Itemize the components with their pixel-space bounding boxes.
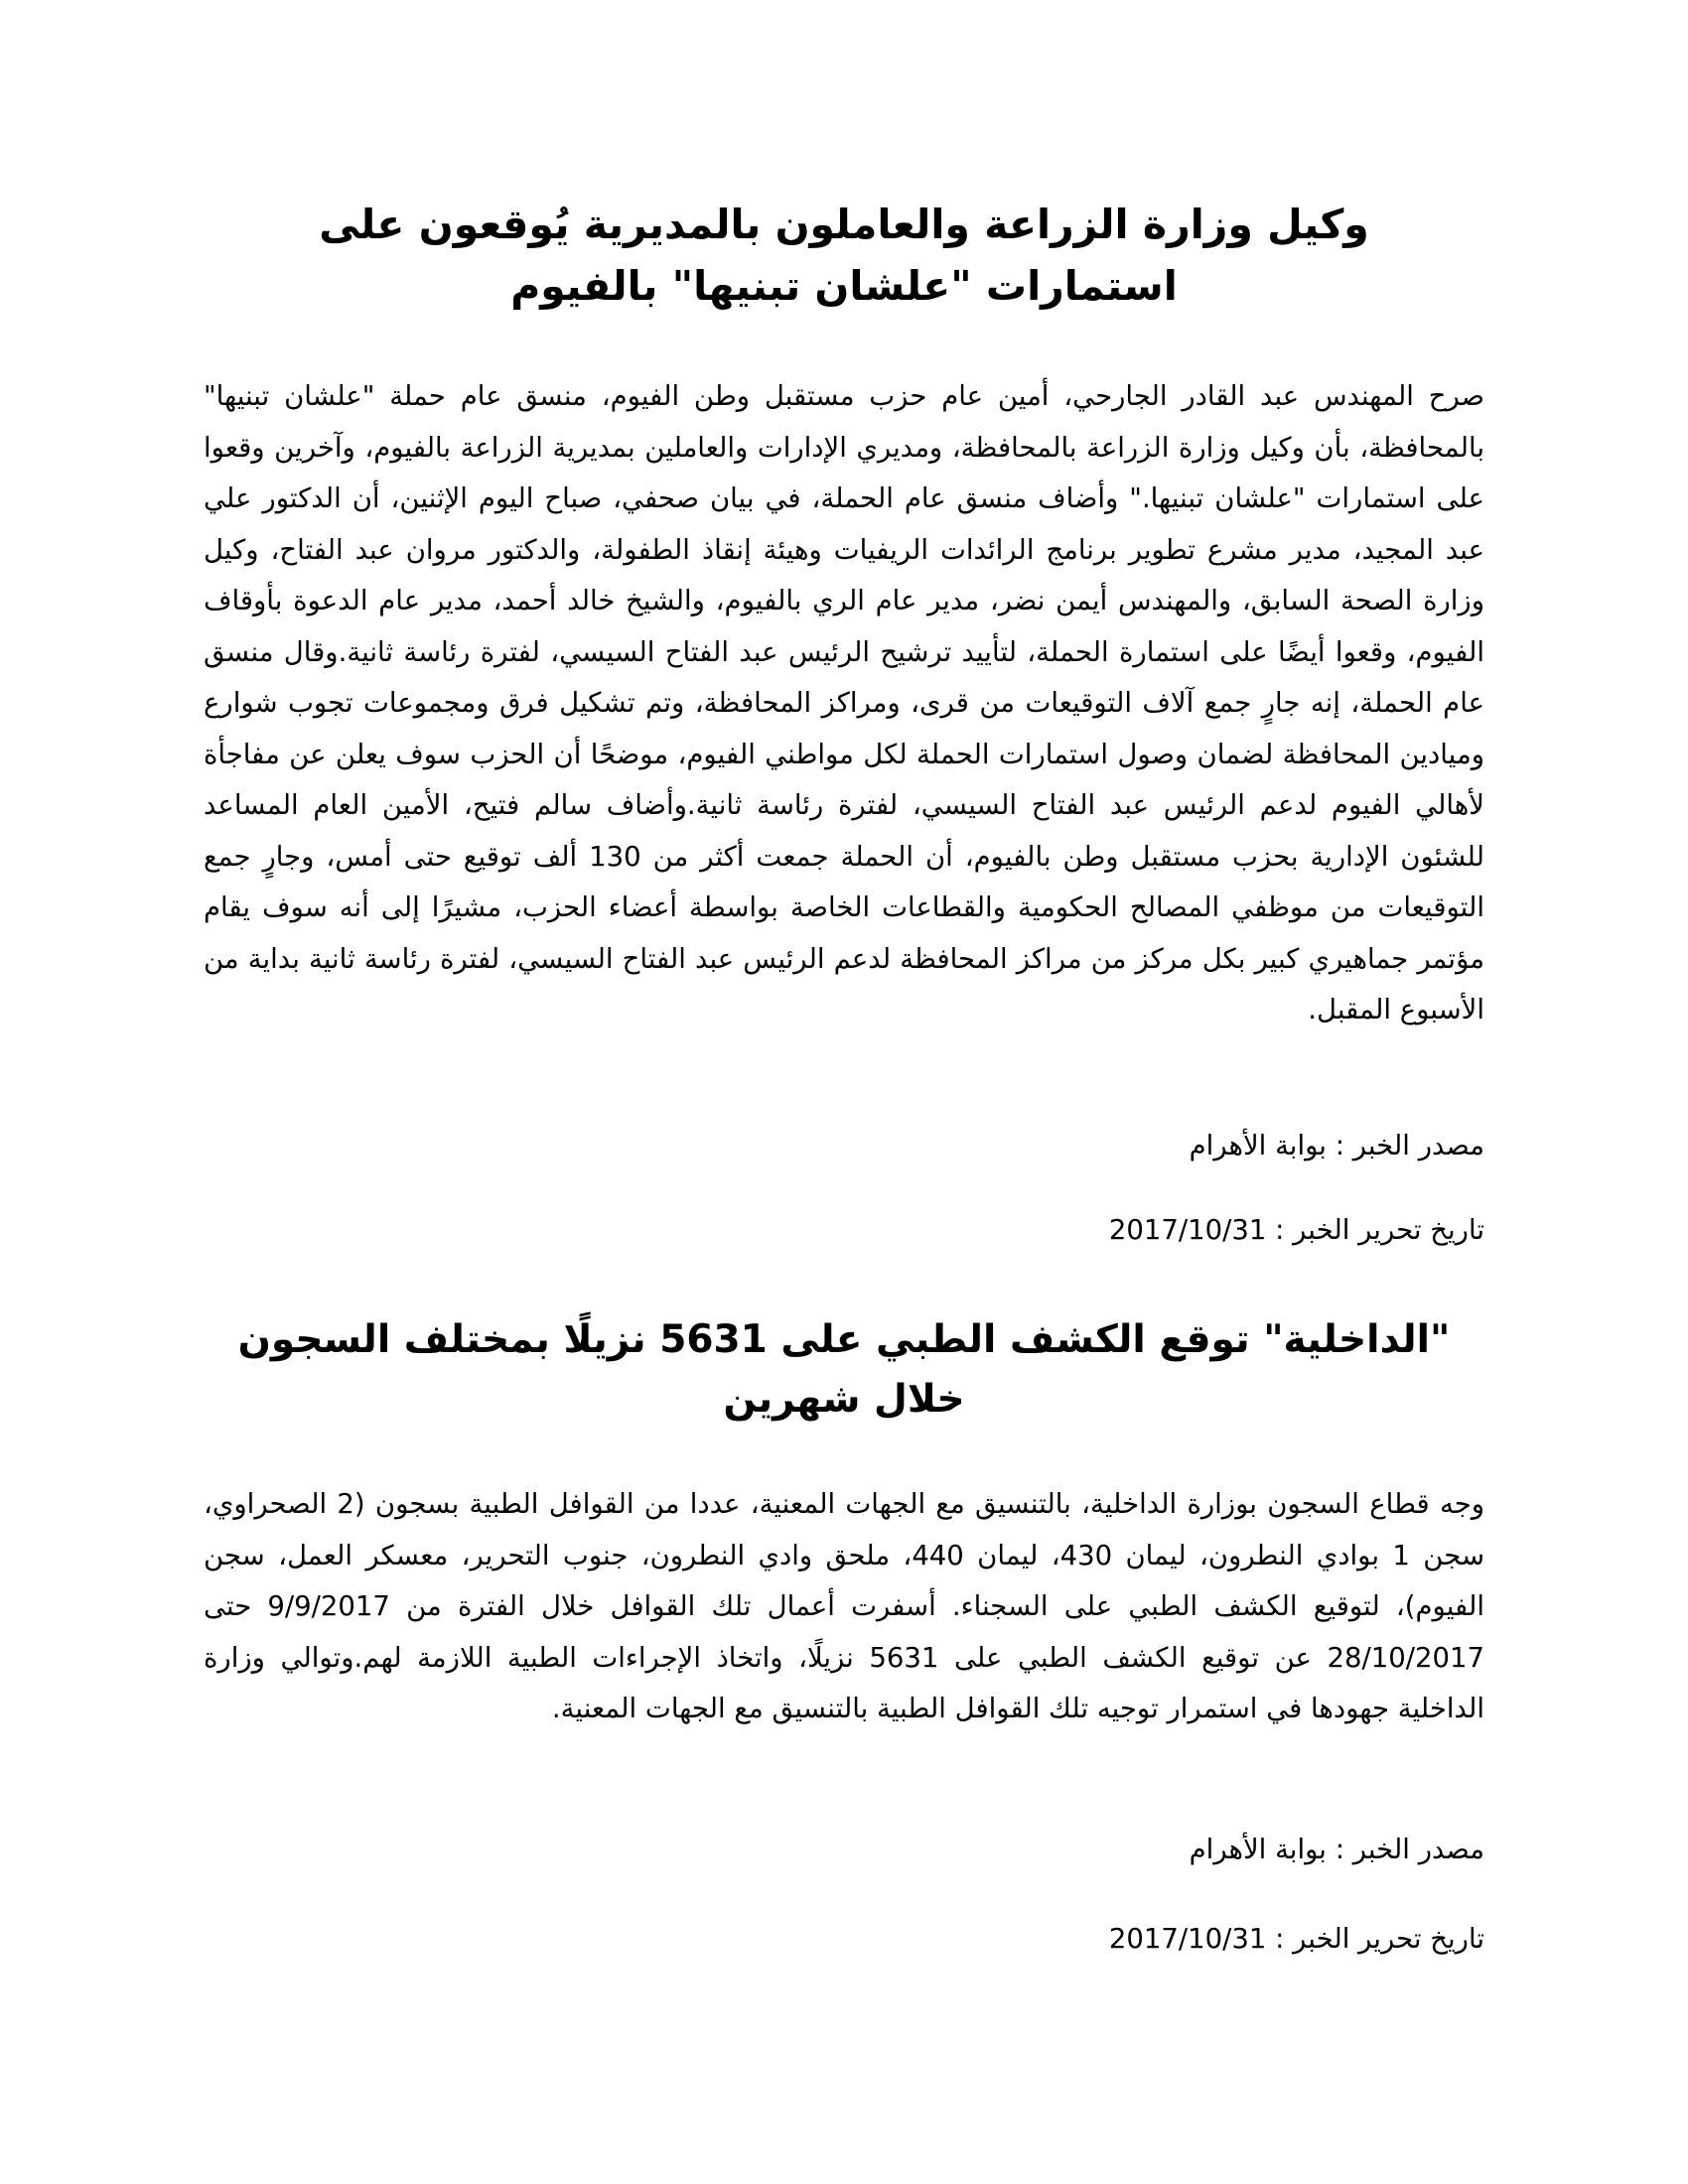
news-source-line: مصدر الخبر : بوابة الأهرام xyxy=(1189,1129,1484,1161)
article-body: صرح المهندس عبد القادر الجارحي، أمين عام حزب مستقبل وطن الفيوم، منسق عام حملة "علشان تبنيها" بالمحافظة، بأن وكيل وزارة الزراعة بالمحافظة، ومديري الإدارات والعاملين بمديرية الزراعة بالفيوم، وآخرين وقعوا على استمارات "علشان تبنيها." وأضاف منسق عام الحملة، في بيان صحفي، صباح اليوم الإثنين، أن الدكتور علي عبد المجيد، مدير مشرع تطوير برنامج الرائدات الريفيات وهيئة إنقاذ الطفولة، والدكتور مروان عبد الفتاح، وكيل وزارة الصحة السابق، والمهندس أيمن نضر، مدير عام الري بالفيوم، والشيخ خالد أحمد، مدير عام الدعوة بأوقاف الفيوم، وقعوا أيضًا على استمارة الحملة، لتأييد ترشيح الرئيس عبد الفتاح السيسي، لفترة رئاسة ثانية.وقال منسق عام الحملة، إنه جارٍ جمع آلاف التوقيعات من قرى، ومراكز المحافظة، وتم تشكيل فرق ومجموعات تجوب شوارع وميادين المحافظة لضمان وصول استمارات الحملة لكل مواطني الفيوم، موضحًا أن الحزب سوف يعلن عن مفاجأة لأهالي الفيوم لدعم الرئيس عبد الفتاح السيسي، لفترة رئاسة ثانية.وأضاف سالم فتيح، الأمين العام المساعد للشئون الإدارية بحزب مستقبل وطن بالفيوم، أن الحملة جمعت أكثر من 130 ألف توقيع حتى أمس، وجارٍ جمع التوقيعات من موظفي المصالح الحكومية والقطاعات الخاصة بواسطة أعضاء الحزب، مشيرًا إلى أنه سوف يقام مؤتمر جماهيري كبير بكل مركز من مراكز المحافظة لدعم الرئيس عبد الفتاح السيسي، لفترة رئاسة ثانية بداية من الأسبوع المقبل. xyxy=(204,380,1484,1025)
news-article-1 xyxy=(204,194,1484,1250)
article-headline: وكيل وزارة الزراعة والعاملون بالمديرية يُوقعون على استمارات "علشان تبنيها" بالفيوم xyxy=(319,201,1369,310)
article-headline: "الداخلية" توقع الكشف الطبي على 5631 نزيلًا بمختلف السجون خلال شهرين xyxy=(237,1317,1451,1422)
edit-date-line: تاريخ تحرير الخبر : 2017/10/31 xyxy=(1108,1213,1484,1246)
news-article-2 xyxy=(204,1310,1484,1959)
news-source-line: مصدر الخبر : بوابة الأهرام xyxy=(1189,1833,1484,1865)
article-body: وجه قطاع السجون بوزارة الداخلية، بالتنسيق مع الجهات المعنية، عددا من القوافل الطبية بسجون (2 الصحراوي، سجن 1 بوادي النطرون، ليمان 430، ليمان 440، ملحق وادي النطرون، جنوب التحرير، معسكر العمل، سجن الفيوم)، لتوقيع الكشف الطبي على السجناء. أسفرت أعمال تلك القوافل خلال الفترة من 9/9/2017 حتى 28/10/2017 عن توقيع الكشف الطبي على 5631 نزيلًا، واتخاذ الإجراءات الطبية اللازمة لهم.وتوالي وزارة الداخلية جهودها في استمرار توجيه تلك القوافل الطبية بالتنسيق مع الجهات المعنية. xyxy=(204,1488,1485,1724)
edit-date-line: تاريخ تحرير الخبر : 2017/10/31 xyxy=(1108,1922,1484,1955)
